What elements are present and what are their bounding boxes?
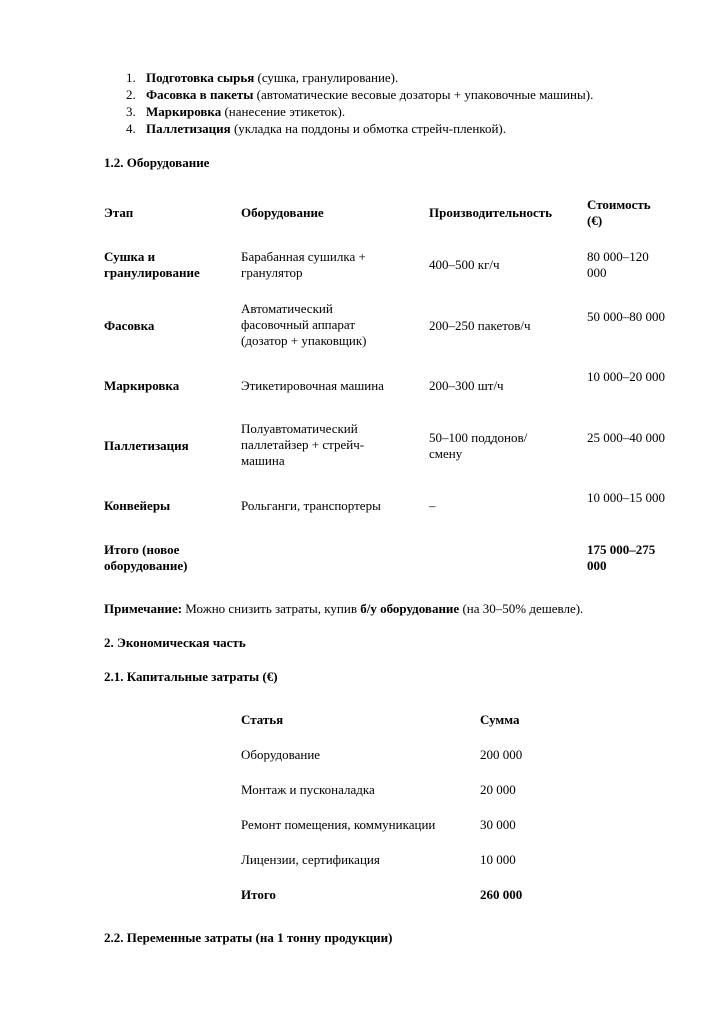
table-cell-cost: 50 000–80 000 [587,309,665,324]
capex-cell-sum: 20 000 [480,782,516,797]
list-item [126,104,345,120]
section-heading-capex: 2.1. Капитальные затраты (€) [104,669,278,684]
table-total-label: Итого (новое оборудование) [104,542,188,573]
list-number: 2. [126,87,136,102]
table-cell-cost: 10 000–20 000 [587,369,665,384]
capex-cell-sum: 200 000 [480,747,523,762]
list-item-text: (сушка, гранулирование). [254,70,399,85]
table-cell-stage: Сушка и гранулирование [104,249,200,280]
list-item [126,87,593,103]
section-heading-variable-costs: 2.2. Переменные затраты (на 1 тонну продукции) [104,930,393,945]
capex-total-sum: 260 000 [480,887,523,902]
capex-cell-item: Монтаж и пусконаладка [241,782,375,797]
list-number: 3. [126,104,136,119]
table-header-capacity: Производительность [429,205,553,220]
table-cell-equipment: Полуавтоматический паллетайзер + стрейч-машина [241,421,365,468]
list-item-text: (укладка на поддоны и обмотка стрейч-пленкой). [230,121,506,136]
table-cell-cost: 25 000–40 000 [587,430,665,445]
note-text: Можно снизить затраты, купив [182,601,361,616]
table-cell-capacity: 200–300 шт/ч [429,378,504,393]
table-cell-cost: 80 000–120 000 [587,249,649,280]
table-cell-stage: Конвейеры [104,498,171,513]
table-cell-stage: Маркировка [104,378,180,393]
list-item-text: (нанесение этикеток). [221,104,346,119]
table-header-cost: Стоимость (€) [587,197,651,228]
section-heading-economic: 2. Экономическая часть [104,635,246,650]
table-cell-cost: 10 000–15 000 [587,490,665,505]
table-header-equipment: Оборудование [241,205,324,220]
table-cell-capacity: 50–100 поддонов/смену [429,430,528,461]
list-item [126,121,506,137]
capex-cell-sum: 30 000 [480,817,516,832]
list-item-text: (автоматические весовые дозаторы + упаковочные машины). [253,87,594,102]
list-item-title: Маркировка [146,104,222,119]
table-total-cost: 175 000–275 000 [587,542,656,573]
list-number: 1. [126,70,136,85]
note-paragraph [104,601,583,617]
capex-cell-item: Лицензии, сертификация [241,852,380,867]
note-emphasis: б/у оборудование [360,601,460,616]
table-cell-capacity: – [429,498,436,513]
table-cell-capacity: 400–500 кг/ч [429,257,500,272]
capex-cell-item: Ремонт помещения, коммуникации [241,817,436,832]
list-number: 4. [126,121,136,136]
table-cell-equipment: Этикетировочная машина [241,378,384,393]
table-cell-equipment: Барабанная сушилка + гранулятор [241,249,366,280]
table-cell-capacity: 200–250 пакетов/ч [429,318,531,333]
capex-cell-item: Оборудование [241,747,321,762]
note-label: Примечание: [104,601,183,616]
table-cell-equipment: Рольганги, транспортеры [241,498,381,513]
table-cell-stage: Паллетизация [104,438,189,453]
list-item-title: Паллетизация [146,121,231,136]
capex-header-item: Статья [241,712,284,727]
table-cell-equipment: Автоматический фасовочный аппарат (дозатор + упаковщик) [241,301,367,348]
note-text: (на 30–50% дешевле). [459,601,584,616]
section-heading-equipment: 1.2. Оборудование [104,155,210,170]
capex-total-label: Итого [241,887,276,902]
list-item-title: Подготовка сырья [146,70,255,85]
table-cell-stage: Фасовка [104,318,155,333]
list-item [126,70,398,86]
capex-header-sum: Сумма [480,712,520,727]
list-item-title: Фасовка в пакеты [146,87,254,102]
table-header-stage: Этап [104,205,134,220]
capex-cell-sum: 10 000 [480,852,516,867]
